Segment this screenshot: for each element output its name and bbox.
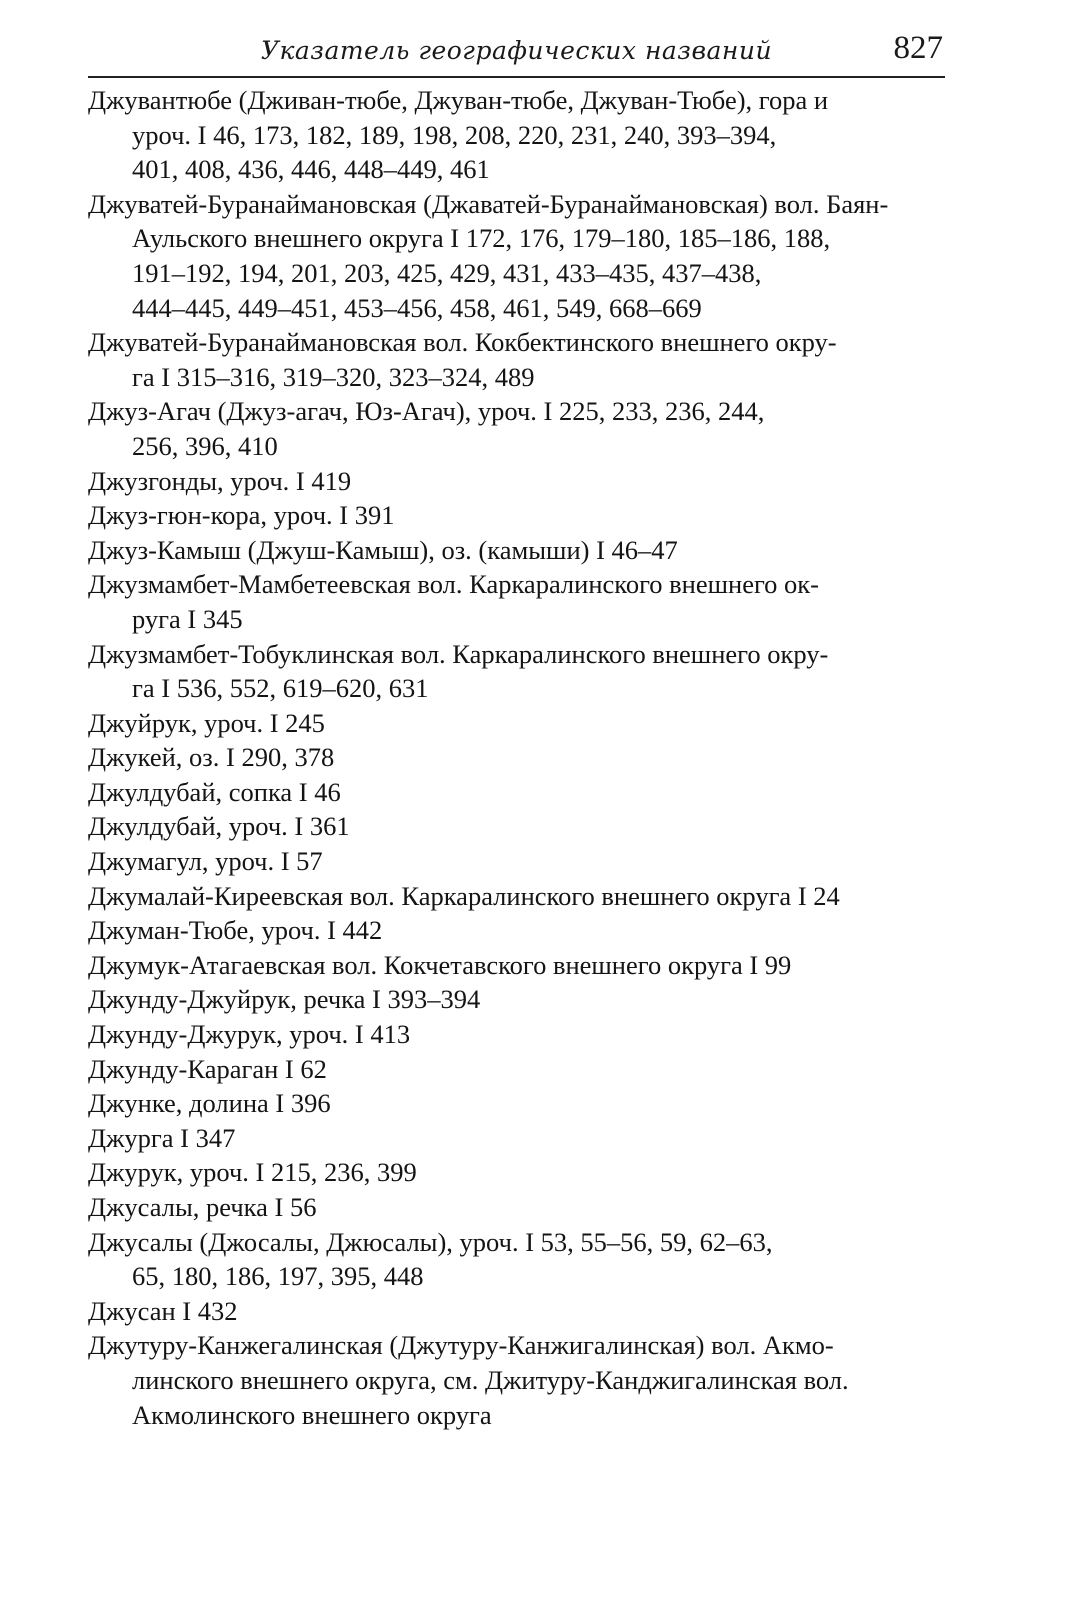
entry-line: Джуватей-Буранаймановская (Джаватей-Буранаймановская) вол. Баян-: [88, 188, 889, 219]
index-entry: [88, 1328, 950, 1432]
entry-line: Джутуру-Канжегалинская (Джутуру-Канжигалинская) вол. Акмо-: [88, 1330, 834, 1361]
entry-line: Джумук-Атагаевская вол. Кокчетавского внешнего округа I 99: [88, 949, 792, 980]
entry-continuation-line: га I 536, 552, 619–620, 631: [132, 673, 429, 704]
entry-line: Джурга I 347: [88, 1122, 236, 1153]
index-entry: [88, 740, 950, 775]
page-number: 827: [893, 30, 943, 66]
entry-line: Джуз-Агач (Джуз-агач, Юз-Агач), уроч. I 225, 233, 236, 244,: [88, 396, 765, 427]
entry-line: Джумалай-Киреевская вол. Каркаралинского внешнего округа I 24: [88, 880, 840, 911]
entry-line: Джурук, уроч. I 215, 236, 399: [88, 1157, 417, 1188]
entry-line: Джуйрук, уроч. I 245: [88, 707, 325, 738]
entry-line: Джузмамбет-Тобуклинская вол. Каркаралинского внешнего окру-: [88, 638, 829, 669]
entry-line: Джукей, оз. I 290, 378: [88, 742, 335, 773]
entry-line: Джумагул, уроч. I 57: [88, 846, 323, 877]
entry-continuation-line: Акмолинского внешнего округа: [132, 1399, 492, 1430]
entry-continuation-line: 65, 180, 186, 197, 395, 448: [132, 1261, 424, 1292]
index-entry: [88, 1155, 950, 1190]
entry-line: Джусалы (Джосалы, Джюсалы), уроч. I 53, 55–56, 59, 62–63,: [88, 1226, 773, 1257]
entry-continuation-line: линского внешнего округа, см. Джитуру-Канджигалинская вол.: [132, 1364, 849, 1395]
entry-continuation-line: 444–445, 449–451, 453–456, 458, 461, 549, 668–669: [132, 292, 702, 323]
geographic-index-list: [88, 83, 950, 1432]
entry-continuation-line: Аульского внешнего округа I 172, 176, 179–180, 185–186, 188,: [132, 223, 831, 254]
entry-line: Джусалы, речка I 56: [88, 1192, 317, 1222]
index-entry: [88, 637, 950, 706]
index-entry: [88, 1294, 950, 1329]
index-entry: [88, 879, 950, 914]
entry-line: Джунду-Джуйрук, речка I 393–394: [88, 984, 481, 1015]
running-title: Указатель географических названий: [260, 36, 773, 65]
entry-line: Джунду-Караган I 62: [88, 1053, 327, 1084]
index-entry: [88, 1121, 950, 1156]
index-entry: [88, 325, 950, 394]
index-entry: [88, 913, 950, 948]
entry-continuation-line: 256, 396, 410: [132, 430, 278, 461]
index-entry: [88, 775, 950, 810]
entry-continuation-line: 401, 408, 436, 446, 448–449, 461: [132, 154, 490, 185]
entry-line: Джузгонды, уроч. I 419: [88, 465, 352, 496]
index-entry: [88, 1052, 950, 1087]
entry-line: Джуватей-Буранаймановская вол. Кокбектинского внешнего окру-: [88, 327, 837, 358]
index-entry: [88, 394, 950, 463]
index-entry: [88, 1086, 950, 1121]
entry-line: Джулдубай, уроч. I 361: [88, 811, 350, 842]
entry-line: Джуман-Тюбе, уроч. I 442: [88, 915, 383, 946]
entry-continuation-line: 191–192, 194, 201, 203, 425, 429, 431, 433–435, 437–438,: [132, 257, 762, 288]
entry-line: Джуз-гюн-кора, уроч. I 391: [88, 500, 395, 531]
index-entry: [88, 567, 950, 636]
entry-line: Джусан I 432: [88, 1295, 238, 1326]
index-entry: [88, 533, 950, 568]
entry-continuation-line: руга I 345: [132, 603, 243, 634]
index-entry: [88, 809, 950, 844]
entry-line: Джунду-Джурук, уроч. I 413: [88, 1019, 411, 1050]
entry-line: Джулдубай, сопка I 46: [88, 776, 341, 807]
index-entry: [88, 498, 950, 533]
index-entry: [88, 1225, 950, 1294]
entry-line: Джунке, долина I 396: [88, 1088, 331, 1119]
index-entry: [88, 1017, 950, 1052]
index-entry: [88, 83, 950, 187]
page-header: [88, 28, 945, 78]
entry-line: Джузмамбет-Мамбетеевская вол. Каркаралинского внешнего ок-: [88, 569, 819, 600]
index-entry: [88, 464, 950, 499]
index-entry: [88, 982, 950, 1017]
entry-line: Джуз-Камыш (Джуш-Камыш), оз. (камыши) I 46–47: [88, 534, 678, 565]
entry-line: Джувантюбе (Дживан-тюбе, Джуван-тюбе, Джуван-Тюбе), гора и: [88, 85, 829, 115]
entry-continuation-line: уроч. I 46, 173, 182, 189, 198, 208, 220, 231, 240, 393–394,: [132, 119, 777, 150]
index-entry: [88, 1190, 950, 1225]
index-entry: [88, 706, 950, 741]
index-entry: [88, 948, 950, 983]
entry-continuation-line: га I 315–316, 319–320, 323–324, 489: [132, 361, 535, 392]
index-entry: [88, 187, 950, 325]
index-entry: [88, 844, 950, 879]
